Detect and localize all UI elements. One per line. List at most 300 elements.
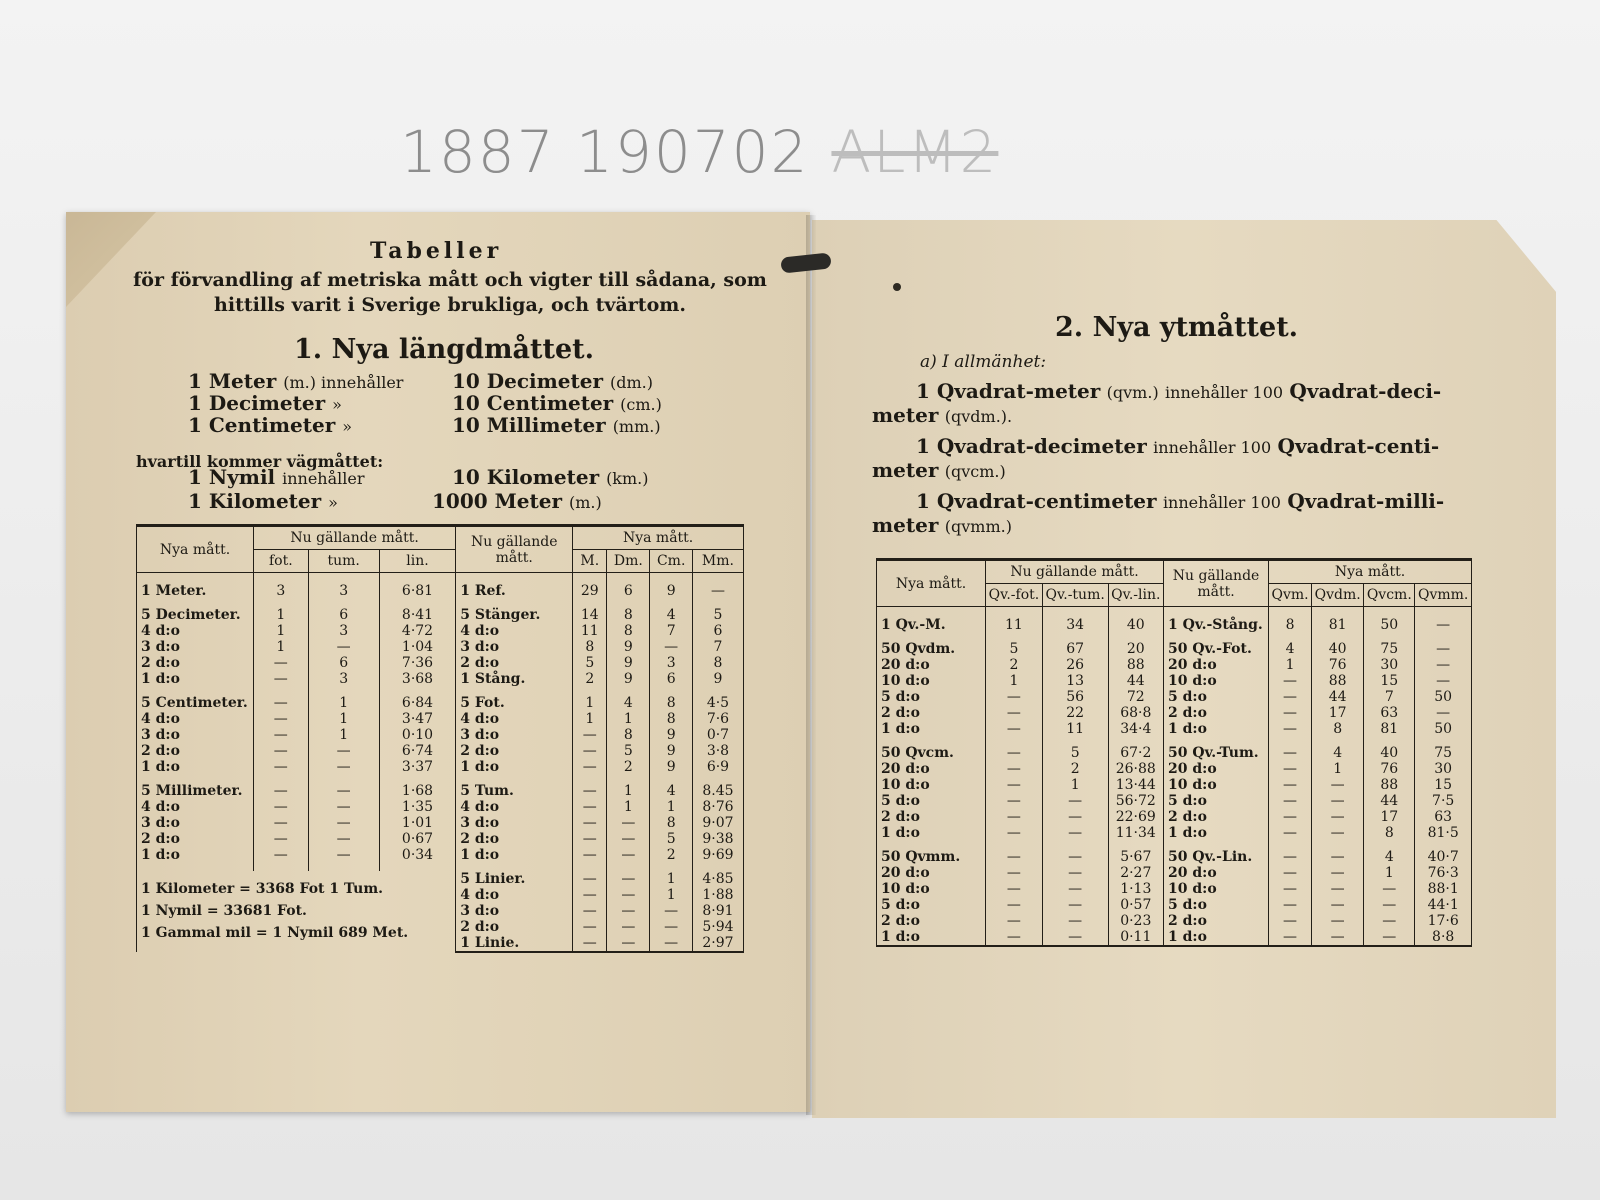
table-cell: 5 Decimeter. <box>137 607 254 623</box>
gap-cell <box>573 687 607 695</box>
table-cell: 1 <box>650 887 692 903</box>
table-row <box>137 607 744 623</box>
table-cell: 1 <box>308 727 379 743</box>
table-cell: — <box>1312 865 1364 881</box>
table-cell: — <box>650 935 692 952</box>
subheader-cell: Qvmm. <box>1415 584 1472 607</box>
gap-cell <box>877 633 986 641</box>
table-cell: 1 Qv.-Stång. <box>1164 607 1269 634</box>
table-cell: 22 <box>1042 705 1108 721</box>
table-cell: 75 <box>1415 745 1472 761</box>
table-row <box>877 913 1472 929</box>
table-cell: 1 <box>573 711 607 727</box>
table-cell: — <box>308 799 379 815</box>
table-cell: 3 d:o <box>137 727 254 743</box>
table-cell: 3·37 <box>379 759 455 775</box>
table-cell: 8 <box>607 623 650 639</box>
table-cell: 2 <box>607 759 650 775</box>
table-cell: — <box>254 799 309 815</box>
left-section-title: 1. Nya längdmåttet. <box>294 334 595 365</box>
table-cell: 2·27 <box>1108 865 1164 881</box>
table-cell: — <box>573 759 607 775</box>
gap-cell <box>650 775 692 783</box>
gap-cell <box>573 863 607 871</box>
table-cell: 1 <box>254 623 309 639</box>
gap-cell <box>1312 737 1364 745</box>
table-cell: — <box>986 721 1043 737</box>
table-cell: 1 <box>607 711 650 727</box>
table-cell: — <box>650 639 692 655</box>
table-cell: 63 <box>1415 809 1472 825</box>
table-cell: 17·6 <box>1415 913 1472 929</box>
table-cell: 40 <box>1364 745 1415 761</box>
table-cell: — <box>1269 897 1312 913</box>
table-cell: — <box>254 711 309 727</box>
table-cell: — <box>1269 689 1312 705</box>
table-cell: — <box>1269 825 1312 841</box>
table-cell: 5·94 <box>692 919 743 935</box>
table-cell: — <box>1269 913 1312 929</box>
gap-cell <box>1364 841 1415 849</box>
gap-cell <box>692 599 743 607</box>
table-cell: 1 Ref. <box>456 573 573 600</box>
table-cell: 10 d:o <box>877 881 986 897</box>
table-cell: — <box>1269 745 1312 761</box>
length-def-right: 10 Millimeter (mm.) <box>452 413 661 437</box>
table-cell: 1·35 <box>379 799 455 815</box>
table-cell: 44 <box>1312 689 1364 705</box>
gap-cell <box>308 687 379 695</box>
gap-cell <box>692 687 743 695</box>
group-gap <box>137 775 744 783</box>
table-cell: 3 d:o <box>456 903 573 919</box>
table-cell: 5 <box>573 655 607 671</box>
table-cell: 63 <box>1364 705 1415 721</box>
area-def-target: Qvadrat-deci-meter <box>872 379 1442 427</box>
table-cell: 1 <box>986 673 1043 689</box>
group-gap <box>137 687 744 695</box>
table-cell: 1 <box>308 695 379 711</box>
table-cell: 2 d:o <box>456 919 573 935</box>
table-cell: 5 d:o <box>877 793 986 809</box>
table-cell: 4·85 <box>692 871 743 887</box>
table-cell: 5 d:o <box>1164 897 1269 913</box>
table-cell: 88 <box>1364 777 1415 793</box>
subheader-cell: Qv.-fot. <box>986 584 1043 607</box>
table-cell: 20 <box>1108 641 1164 657</box>
gap-cell <box>456 775 573 783</box>
table-cell: — <box>308 815 379 831</box>
table-cell: — <box>1269 705 1312 721</box>
subheader-cell: Qvdm. <box>1312 584 1364 607</box>
table-cell: 4·72 <box>379 623 455 639</box>
gap-cell <box>986 633 1043 641</box>
table-cell: 6·74 <box>379 743 455 759</box>
table-cell: 5 Millimeter. <box>137 783 254 799</box>
table-cell: 15 <box>1364 673 1415 689</box>
gap-cell <box>1269 841 1312 849</box>
gap-cell <box>379 599 455 607</box>
table-cell: — <box>308 783 379 799</box>
table-cell: 2 d:o <box>1164 705 1269 721</box>
table-cell: 10 d:o <box>1164 673 1269 689</box>
table-cell: 1 d:o <box>456 759 573 775</box>
table-row <box>877 721 1472 737</box>
table-cell: — <box>1415 657 1472 673</box>
gap-cell <box>1108 841 1164 849</box>
table-cell: — <box>986 689 1043 705</box>
table-cell: 1·01 <box>379 815 455 831</box>
subheader-cell: lin. <box>379 550 455 573</box>
gap-cell <box>1312 841 1364 849</box>
rth-current2: Nu gällande mått. <box>1164 560 1269 607</box>
gap-cell <box>1042 841 1108 849</box>
table-cell: 4 d:o <box>137 623 254 639</box>
table-cell: 1 <box>607 799 650 815</box>
catalog-struck-text: ALM2 <box>831 118 999 186</box>
table-cell: 2 <box>1042 761 1108 777</box>
group-gap <box>877 841 1472 849</box>
table-cell: 34·4 <box>1108 721 1164 737</box>
length-def-abbr: (mm.) <box>612 417 661 436</box>
table-row <box>137 711 744 727</box>
gap-cell <box>986 737 1043 745</box>
table-cell: 5 <box>650 831 692 847</box>
table-cell: 9 <box>650 743 692 759</box>
table-cell: 50 Qvdm. <box>877 641 986 657</box>
gap-cell <box>650 687 692 695</box>
area-def-verb: innehåller 100 <box>1165 383 1284 402</box>
group-gap <box>137 863 744 871</box>
table-cell: 11 <box>1042 721 1108 737</box>
table-cell: 7·6 <box>692 711 743 727</box>
table-cell: 22·69 <box>1108 809 1164 825</box>
table-cell: 26 <box>1042 657 1108 673</box>
table-cell: — <box>1364 881 1415 897</box>
table-cell: 3·8 <box>692 743 743 759</box>
length-def-verb: (m.) innehåller <box>283 373 404 392</box>
table-cell: — <box>607 919 650 935</box>
table-cell: — <box>573 727 607 743</box>
area-def-target-abbr: (qvmm.) <box>944 517 1012 536</box>
length-def-left: 1 Centimeter » <box>188 413 353 437</box>
table-cell: — <box>254 655 309 671</box>
table-cell: — <box>1269 793 1312 809</box>
table-cell: — <box>254 695 309 711</box>
table-cell: — <box>1269 777 1312 793</box>
table-cell: — <box>254 815 309 831</box>
table-cell: 50 <box>1415 721 1472 737</box>
group-gap <box>877 633 1472 641</box>
table-cell: 30 <box>1415 761 1472 777</box>
table-cell: 8.45 <box>692 783 743 799</box>
table-cell: 88 <box>1312 673 1364 689</box>
table-cell: 6 <box>607 573 650 600</box>
table-cell: 3 d:o <box>456 815 573 831</box>
table-cell: — <box>254 783 309 799</box>
table-cell: — <box>1042 825 1108 841</box>
length-def-abbr: (dm.) <box>610 373 653 392</box>
gap-cell <box>1164 633 1269 641</box>
table-cell: 1·13 <box>1108 881 1164 897</box>
table-row <box>877 761 1472 777</box>
table-cell: 20 d:o <box>877 657 986 673</box>
table-cell: — <box>607 887 650 903</box>
table-cell: 1 d:o <box>1164 929 1269 946</box>
table-cell: 1 <box>650 871 692 887</box>
table-cell: 8 <box>1269 607 1312 634</box>
table-cell: — <box>573 799 607 815</box>
table-cell: — <box>1042 809 1108 825</box>
table-cell: 1 <box>607 783 650 799</box>
table-cell: 8 <box>1312 721 1364 737</box>
table-cell: 0·23 <box>1108 913 1164 929</box>
table-cell: 9 <box>650 573 692 600</box>
gap-cell <box>254 687 309 695</box>
table-cell: 1 Qv.-M. <box>877 607 986 634</box>
table-row <box>137 783 744 799</box>
table-cell: 4 d:o <box>456 799 573 815</box>
table-cell: — <box>986 745 1043 761</box>
area-def-target: Qvadrat-centi-meter <box>872 434 1440 482</box>
table-cell: — <box>986 825 1043 841</box>
table-cell: 81·5 <box>1415 825 1472 841</box>
table-cell: 4 <box>607 695 650 711</box>
table-cell: — <box>308 831 379 847</box>
gap-cell <box>456 599 573 607</box>
table-cell: 1 d:o <box>1164 721 1269 737</box>
table-cell: 6·9 <box>692 759 743 775</box>
table-cell: — <box>1042 849 1108 865</box>
table-cell: 4 <box>1364 849 1415 865</box>
table-cell: 10 d:o <box>877 673 986 689</box>
table-row <box>877 673 1472 689</box>
table-cell: 8·76 <box>692 799 743 815</box>
length-def-abbr: (cm.) <box>620 395 662 414</box>
right-section-title: 2. Nya ytmåttet. <box>1055 312 1299 343</box>
table-cell: 5 Linier. <box>456 871 573 887</box>
table-row <box>137 815 744 831</box>
table-cell: 6·81 <box>379 573 455 600</box>
th-new: Nya mått. <box>137 526 254 573</box>
length-def-left: 1 Decimeter » <box>188 391 342 415</box>
conversion-note: 1 Nymil = 33681 Fot. <box>141 903 307 919</box>
table-cell: 8 <box>607 607 650 623</box>
subheader-cell: M. <box>573 550 607 573</box>
table-cell: 4 <box>1312 745 1364 761</box>
gap-cell <box>137 687 254 695</box>
table-cell: 75 <box>1364 641 1415 657</box>
gap-cell <box>650 599 692 607</box>
gap-cell <box>137 775 254 783</box>
table-cell: 20 d:o <box>877 761 986 777</box>
table-cell: 0·34 <box>379 847 455 863</box>
table-cell: 8 <box>1364 825 1415 841</box>
table-cell: 56·72 <box>1108 793 1164 809</box>
table-cell: 1 <box>650 799 692 815</box>
table-cell: 1 <box>308 711 379 727</box>
table-cell: — <box>573 847 607 863</box>
table-cell: 11·34 <box>1108 825 1164 841</box>
table-cell: — <box>308 847 379 863</box>
table-cell: 8·91 <box>692 903 743 919</box>
length-def-verb: » <box>332 395 342 414</box>
table-cell: 0·67 <box>379 831 455 847</box>
length-def-right: 10 Centimeter (cm.) <box>452 391 662 415</box>
table-cell: 5·67 <box>1108 849 1164 865</box>
gap-cell <box>1269 633 1312 641</box>
table-cell: 2 d:o <box>456 743 573 759</box>
table-cell: 20 d:o <box>1164 657 1269 673</box>
table-cell: 15 <box>1415 777 1472 793</box>
table-cell: — <box>1269 721 1312 737</box>
table-cell: 2 d:o <box>877 705 986 721</box>
table-cell: 9 <box>607 639 650 655</box>
table-cell: 7·36 <box>379 655 455 671</box>
table-cell: 5 d:o <box>1164 793 1269 809</box>
table-cell: — <box>1269 881 1312 897</box>
table-cell: 2 d:o <box>137 831 254 847</box>
table-cell: — <box>1269 673 1312 689</box>
table-cell: 8·41 <box>379 607 455 623</box>
table-cell: — <box>1042 865 1108 881</box>
area-def-verb: innehåller 100 <box>1162 493 1281 512</box>
table-cell: 9·69 <box>692 847 743 863</box>
table-cell: — <box>1415 607 1472 634</box>
table-cell: 8 <box>650 815 692 831</box>
table-cell: 14 <box>573 607 607 623</box>
table-cell: 2·97 <box>692 935 743 952</box>
table-cell: — <box>573 935 607 952</box>
table-cell: 1 <box>1312 761 1364 777</box>
table-cell: 4 <box>650 783 692 799</box>
area-def <box>872 380 1472 428</box>
th-new2: Nya mått. <box>573 526 744 550</box>
table-cell: 4 <box>650 607 692 623</box>
table-cell: 76·3 <box>1415 865 1472 881</box>
table-cell: 4 d:o <box>456 623 573 639</box>
road-def-verb: » <box>328 493 338 512</box>
table-cell: — <box>254 743 309 759</box>
left-subtitle: för förvandling af metriska mått och vigter till sådana, som hittills varit i Sverige brukliga, och tvärtom. <box>133 269 767 316</box>
table-cell: — <box>254 847 309 863</box>
table-cell: 8 <box>650 711 692 727</box>
table-cell: 5 Centimeter. <box>137 695 254 711</box>
table-cell: 44·1 <box>1415 897 1472 913</box>
table-row <box>877 849 1472 865</box>
table-cell: 1 <box>254 607 309 623</box>
gap-cell <box>573 599 607 607</box>
table-cell: 5 <box>986 641 1043 657</box>
table-row <box>137 623 744 639</box>
table-cell: 5 d:o <box>877 689 986 705</box>
table-cell: — <box>1312 809 1364 825</box>
gap-cell <box>877 737 986 745</box>
table-row <box>877 657 1472 673</box>
table-cell: 0·7 <box>692 727 743 743</box>
table-cell: 10 d:o <box>1164 881 1269 897</box>
gap-cell <box>1108 633 1164 641</box>
table-cell: 4 d:o <box>456 887 573 903</box>
table-cell: 3 <box>254 573 309 600</box>
table-cell: — <box>986 913 1043 929</box>
table-cell: 3 d:o <box>456 639 573 655</box>
table-cell: — <box>986 929 1043 946</box>
table-cell: 1 d:o <box>877 721 986 737</box>
table-cell: — <box>1312 793 1364 809</box>
gap-cell <box>1312 633 1364 641</box>
subheader-cell: Qvcm. <box>1364 584 1415 607</box>
subheader-cell: Qv.-tum. <box>1042 584 1108 607</box>
table-cell: 88·1 <box>1415 881 1472 897</box>
table-cell: 9·07 <box>692 815 743 831</box>
table-row <box>137 759 744 775</box>
table-cell: — <box>986 777 1043 793</box>
table-row <box>137 799 744 815</box>
table-cell: — <box>1312 897 1364 913</box>
table-cell: — <box>573 919 607 935</box>
gap-cell <box>308 775 379 783</box>
table-cell: — <box>1269 849 1312 865</box>
conversion-note: 1 Gammal mil = 1 Nymil 689 Met. <box>141 925 409 941</box>
table-cell: 5 <box>692 607 743 623</box>
gap-cell <box>986 841 1043 849</box>
area-def-abbr: (qvm.) <box>1106 383 1159 402</box>
table-cell: 76 <box>1364 761 1415 777</box>
gap-cell <box>1269 737 1312 745</box>
area-def-verb: innehåller 100 <box>1153 438 1272 457</box>
table-cell: 1 d:o <box>1164 825 1269 841</box>
table-cell: 1 d:o <box>877 929 986 946</box>
table-cell: 8 <box>573 639 607 655</box>
table-row <box>877 929 1472 946</box>
gap-cell <box>1364 737 1415 745</box>
table-cell: 5 <box>607 743 650 759</box>
table-cell: — <box>986 761 1043 777</box>
table-cell: — <box>1269 761 1312 777</box>
table-cell: — <box>1042 881 1108 897</box>
table-cell: 67·2 <box>1108 745 1164 761</box>
road-def-abbr: (m.) <box>568 493 602 512</box>
gap-cell <box>254 863 309 871</box>
table-cell: — <box>1312 825 1364 841</box>
table-cell: — <box>986 849 1043 865</box>
gap-cell <box>1415 737 1472 745</box>
table-cell: — <box>308 759 379 775</box>
table-cell: 6·84 <box>379 695 455 711</box>
table-row <box>877 607 1472 634</box>
table-cell: 6 <box>692 623 743 639</box>
table-cell: 3 <box>650 655 692 671</box>
table-cell: 88 <box>1108 657 1164 673</box>
table-cell: — <box>573 783 607 799</box>
table-cell: — <box>1312 849 1364 865</box>
area-def-target-abbr: (qvdm.). <box>944 407 1013 426</box>
table-cell: 10 d:o <box>877 777 986 793</box>
road-def-left: 1 Kilometer » <box>188 489 338 513</box>
table-cell: 9 <box>607 655 650 671</box>
table-cell: 20 d:o <box>877 865 986 881</box>
table-cell: 26·88 <box>1108 761 1164 777</box>
group-gap <box>137 599 744 607</box>
gap-cell <box>137 863 254 871</box>
gap-cell <box>308 599 379 607</box>
table-cell: 2 d:o <box>877 809 986 825</box>
gap-cell <box>379 775 455 783</box>
table-cell: — <box>573 903 607 919</box>
table-cell: 1 d:o <box>137 847 254 863</box>
table-cell: 5 <box>1042 745 1108 761</box>
